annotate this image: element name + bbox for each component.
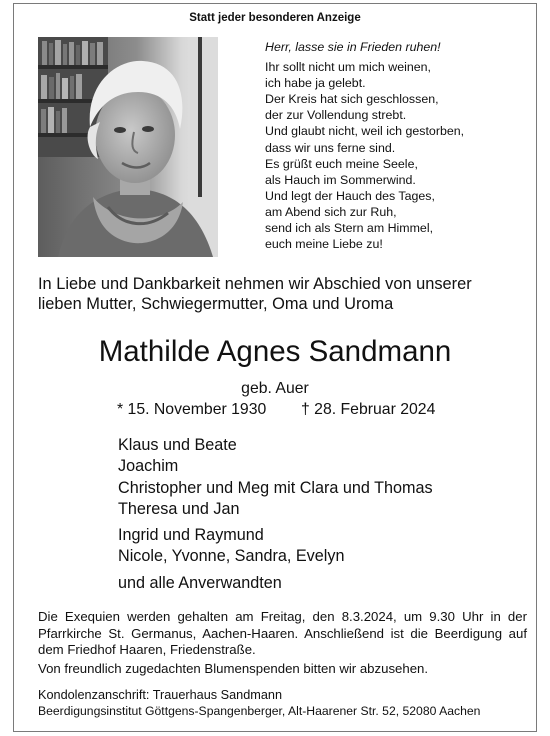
funeral-institute: Beerdigungsinstitut Göttgens-Spangenberger, Alt-Haarener Str. 52, 52080 Aachen	[38, 704, 481, 719]
deceased-name: Mathilde Agnes Sandmann	[98, 335, 452, 368]
poem	[265, 39, 525, 252]
intro-line: In Liebe und Dankbarkeit nehmen wir Abschied von unserer	[38, 275, 472, 293]
poem-line: Und glaubt nicht, weil ich gestorben,	[265, 124, 465, 139]
mourner-line: Joachim	[118, 457, 179, 476]
poem-line: Der Kreis hat sich geschlossen,	[265, 92, 439, 107]
service-text: Die Exequien werden gehalten am Freitag, den 8.3.2024, um 9.30 Uhr in der Pfarrkirche St. Germanus, Aachen-Haaren. Anschließend ist die Beerdigung auf dem Friedhof Haaren, Friedenstraße.	[38, 609, 527, 658]
mourner-line: Klaus und Beate	[118, 436, 237, 454]
birth-date: * 15. November 1930	[117, 401, 267, 418]
contact-info	[38, 687, 538, 719]
flowers-note: Von freundlich zugedachten Blumenspenden bitten wir abzusehen.	[38, 661, 429, 677]
mourners-list	[118, 435, 433, 594]
death-date: † 28. Februar 2024	[301, 401, 436, 418]
mourner-line: Christopher und Meg mit Clara und Thomas	[118, 478, 433, 497]
poem-line: dass wir uns ferne sind.	[265, 140, 396, 155]
mourner-line: und alle Anverwandten	[118, 573, 282, 592]
poem-title: Herr, lasse sie in Frieden ruhen!	[265, 40, 441, 54]
maiden-name: geb. Auer	[241, 380, 309, 397]
mourner-line: Nicole, Yvonne, Sandra, Evelyn	[118, 547, 345, 566]
intro-line: lieben Mutter, Schwiegermutter, Oma und Uroma	[38, 295, 394, 313]
poem-line: als Hauch im Sommerwind.	[265, 172, 416, 187]
service-info	[38, 609, 527, 678]
poem-line: der zur Vollendung strebt.	[265, 108, 407, 123]
poem-line: am Abend sich zur Ruh,	[265, 204, 397, 219]
poem-line: Und legt der Hauch des Tages,	[265, 188, 435, 203]
poem-line: Es grüßt euch meine Seele,	[265, 156, 418, 171]
mourner-line: Ingrid und Raymund	[118, 526, 264, 545]
poem-line: ich habe ja gelebt.	[265, 76, 366, 91]
poem-line: send ich als Stern am Himmel,	[265, 221, 434, 236]
mourner-line: Theresa und Jan	[118, 499, 240, 518]
header-line: Statt jeder besonderen Anzeige	[189, 12, 361, 24]
intro-text	[38, 274, 538, 314]
obituary-card	[13, 3, 537, 732]
poem-line: Ihr sollt nicht um mich weinen,	[265, 60, 431, 75]
portrait-photo	[38, 37, 218, 257]
poem-line: euch meine Liebe zu!	[265, 237, 383, 252]
condolence-address: Kondolenzanschrift: Trauerhaus Sandmann	[38, 688, 283, 702]
